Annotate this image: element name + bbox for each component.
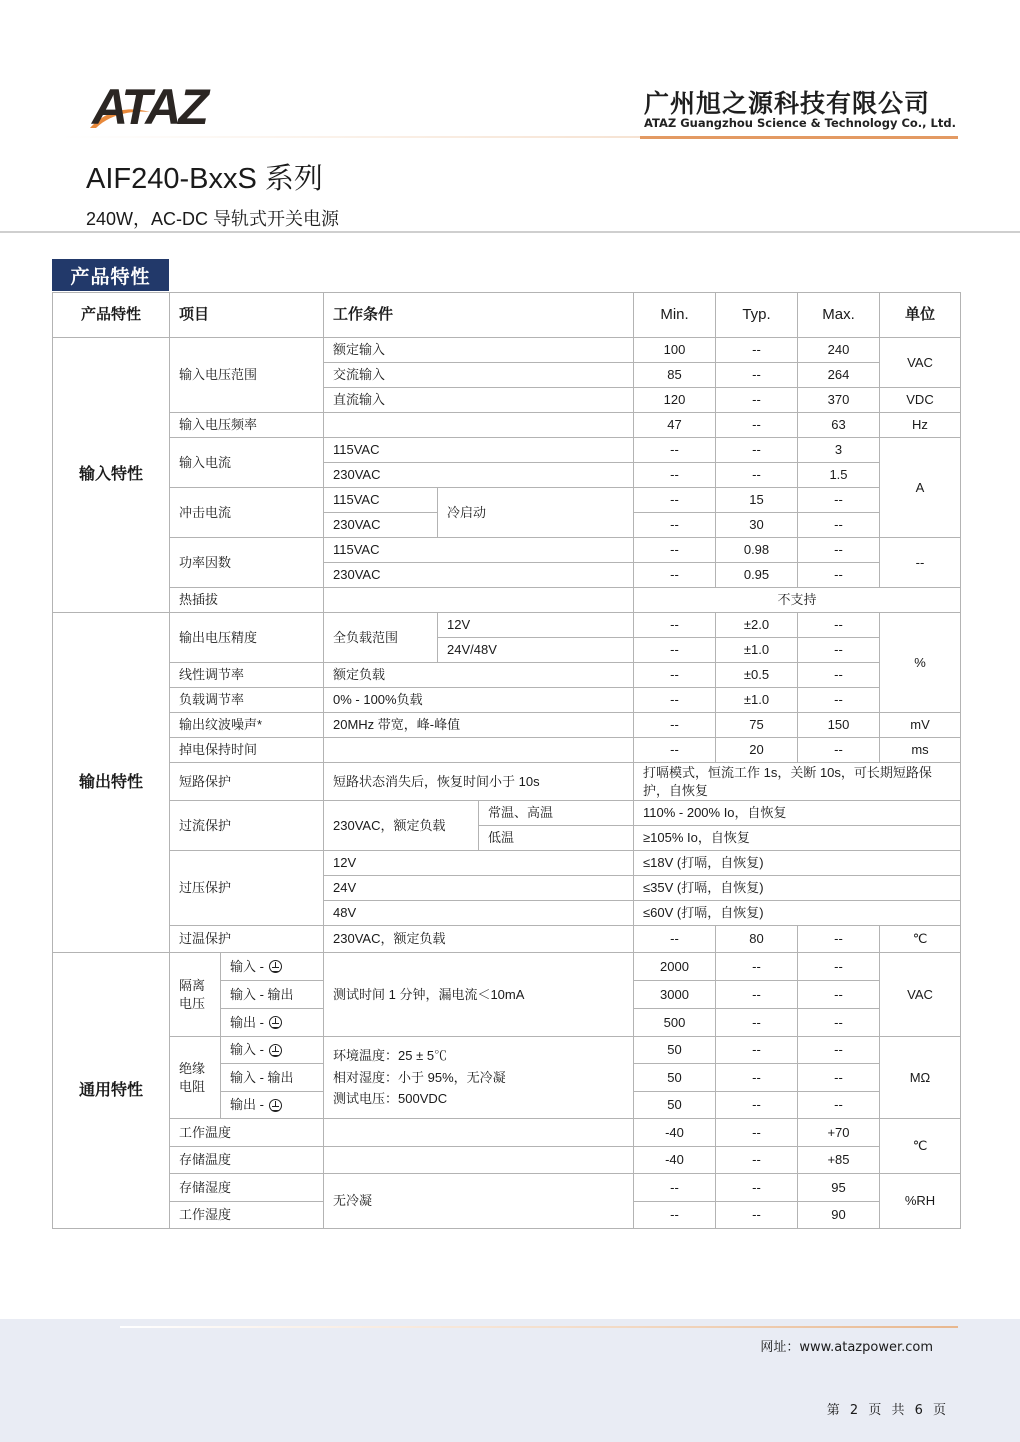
value-typ: ±0.5 — [715, 662, 798, 688]
cond-115vac: 115VAC — [323, 537, 634, 563]
cond-empty — [323, 737, 634, 763]
cond-relative-humidity: 相对湿度：小于 95%，无冷凝 — [333, 1069, 506, 1085]
value-min: -- — [633, 737, 716, 763]
item-storage-humidity: 存储湿度 — [169, 1173, 324, 1202]
value-typ: ±2.0 — [715, 612, 798, 638]
cond-230vac: 230VAC — [323, 462, 634, 488]
unit-rh: %RH — [879, 1173, 961, 1229]
unit-ms: ms — [879, 737, 961, 763]
value-typ: ±1.0 — [715, 637, 798, 663]
cond-bandwidth: 20MHz 带宽，峰-峰值 — [323, 712, 634, 738]
cond-load-range: 0% - 100%负载 — [323, 687, 634, 713]
cond-ac-input: 交流输入 — [323, 362, 634, 388]
company-name-cn: 广州旭之源科技有限公司 — [644, 89, 931, 118]
subcond-input-ground — [220, 952, 324, 981]
value-typ: 75 — [715, 712, 798, 738]
product-subtitle: 240W，AC-DC 导轨式开关电源 — [86, 209, 340, 229]
value-typ: -- — [715, 337, 798, 363]
value-min: -40 — [633, 1146, 716, 1174]
unit-celsius: ℃ — [879, 925, 961, 953]
value-max: -- — [797, 662, 880, 688]
value-typ: -- — [715, 462, 798, 488]
item-over-current: 过流保护 — [169, 800, 324, 851]
cond-empty — [323, 1118, 634, 1147]
value-min: 50 — [633, 1063, 716, 1092]
header-max: Max. — [797, 292, 880, 338]
footer-divider — [120, 1326, 958, 1328]
subcond-normal-high-temp: 常温、高温 — [478, 800, 634, 826]
header-condition: 工作条件 — [323, 292, 634, 338]
item-inrush-current: 冲击电流 — [169, 487, 324, 538]
cond-rated-input: 额定输入 — [323, 337, 634, 363]
value-max: -- — [797, 1091, 880, 1119]
item-over-temperature: 过温保护 — [169, 925, 324, 953]
cond-24v: 24V — [323, 875, 634, 901]
value-min: -- — [633, 687, 716, 713]
cond-non-condensing: 无冷凝 — [323, 1173, 634, 1229]
unit-hz: Hz — [879, 412, 961, 438]
value-typ: 80 — [715, 925, 798, 953]
cond-rated-load: 230VAC，额定负载 — [323, 925, 634, 953]
company-name-en: ATAZ Guangzhou Science & Technology Co., Ltd. — [644, 116, 956, 130]
header-min: Min. — [633, 292, 716, 338]
item-power-factor: 功率因数 — [169, 537, 324, 588]
category-general: 通用特性 — [52, 952, 170, 1229]
value-min: -- — [633, 925, 716, 953]
value-max: -- — [797, 512, 880, 538]
value-max: 90 — [797, 1201, 880, 1229]
value-min: 50 — [633, 1036, 716, 1064]
subcond-input-output: 输入 - 输出 — [220, 1063, 324, 1092]
cond-short-recovery: 短路状态消失后，恢复时间小于 10s — [323, 762, 634, 801]
value-typ: -- — [715, 1091, 798, 1119]
value-max: -- — [797, 612, 880, 638]
cond-full-load: 全负载范围 — [323, 612, 438, 663]
value-min: -- — [633, 537, 716, 563]
ground-icon — [269, 1099, 282, 1112]
header-category: 产品特性 — [52, 292, 170, 338]
value-max: 1.5 — [797, 462, 880, 488]
value-typ: -- — [715, 980, 798, 1009]
unit-vac: VAC — [879, 952, 961, 1037]
value-typ: 30 — [715, 512, 798, 538]
page-footer — [0, 1319, 1020, 1442]
subtitle-divider — [0, 231, 1020, 233]
value-typ: -- — [715, 1036, 798, 1064]
value-max: -- — [797, 980, 880, 1009]
section-tab-product-features: 产品特性 — [52, 259, 169, 291]
value-min: -- — [633, 437, 716, 463]
value-max: +70 — [797, 1118, 880, 1147]
value-min: 47 — [633, 412, 716, 438]
cond-rated-load: 230VAC，额定负载 — [323, 800, 479, 851]
value-ovp-48v: ≤60V (打嗝，自恢复) — [633, 900, 961, 926]
item-input-current: 输入电流 — [169, 437, 324, 488]
value-typ: 0.98 — [715, 537, 798, 563]
value-max: 264 — [797, 362, 880, 388]
category-output: 输出特性 — [52, 612, 170, 953]
unit-none: -- — [879, 537, 961, 588]
subcond-input-output: 输入 - 输出 — [220, 980, 324, 1009]
unit-vdc: VDC — [879, 387, 961, 413]
item-output-accuracy: 输出电压精度 — [169, 612, 324, 663]
subcond-24v-48v: 24V/48V — [437, 637, 634, 663]
value-max: 63 — [797, 412, 880, 438]
cond-230vac: 230VAC — [323, 562, 634, 588]
unit-vac: VAC — [879, 337, 961, 388]
value-min: -- — [633, 1173, 716, 1202]
value-min: -- — [633, 1201, 716, 1229]
item-hot-plug: 热插拔 — [169, 587, 324, 613]
value-min: -- — [633, 662, 716, 688]
value-min: -- — [633, 462, 716, 488]
item-ripple-noise: 输出纹波噪声* — [169, 712, 324, 738]
value-ovp-12v: ≤18V (打嗝，自恢复) — [633, 850, 961, 876]
cond-dc-input: 直流输入 — [323, 387, 634, 413]
value-max: -- — [797, 637, 880, 663]
item-storage-temp: 存储温度 — [169, 1146, 324, 1174]
value-hiccup-mode: 打嗝模式，恒流工作 1s，关断 10s，可长期短路保护，自恢复 — [633, 762, 961, 801]
item-line-regulation: 线性调节率 — [169, 662, 324, 688]
ground-icon — [269, 1016, 282, 1029]
subcond-label: 输入 - — [230, 958, 264, 974]
item-input-frequency: 输入电压频率 — [169, 412, 324, 438]
item-isolation-voltage: 隔离电压 — [169, 952, 221, 1037]
header-item: 项目 — [169, 292, 324, 338]
cond-115vac: 115VAC — [323, 487, 438, 513]
footer-website: 网址：www.atazpower.com — [760, 1340, 933, 1355]
value-max: 3 — [797, 437, 880, 463]
value-min: 50 — [633, 1091, 716, 1119]
value-min: 2000 — [633, 952, 716, 981]
subcond-label: 输出 - — [230, 1097, 264, 1113]
value-typ: -- — [715, 362, 798, 388]
value-typ: -- — [715, 1146, 798, 1174]
item-over-voltage: 过压保护 — [169, 850, 324, 926]
value-typ: ±1.0 — [715, 687, 798, 713]
subcond-output-ground — [220, 1008, 324, 1037]
unit-ampere: A — [879, 437, 961, 538]
value-min: -40 — [633, 1118, 716, 1147]
value-max: 150 — [797, 712, 880, 738]
item-load-regulation: 负载调节率 — [169, 687, 324, 713]
subcond-label: 输入 - — [230, 1042, 264, 1058]
subcond-input-ground — [220, 1036, 324, 1064]
value-max: 370 — [797, 387, 880, 413]
value-max: -- — [797, 687, 880, 713]
value-typ: -- — [715, 1201, 798, 1229]
ground-icon — [269, 1044, 282, 1057]
cond-empty — [323, 1146, 634, 1174]
value-min: -- — [633, 562, 716, 588]
header-typ: Typ. — [715, 292, 798, 338]
value-max: -- — [797, 487, 880, 513]
value-min: 120 — [633, 387, 716, 413]
subcond-output-ground — [220, 1091, 324, 1119]
value-max: -- — [797, 562, 880, 588]
value-typ: 15 — [715, 487, 798, 513]
page-number: 第 2 页 共 6 页 — [826, 1403, 949, 1418]
cond-empty — [323, 587, 634, 613]
cond-insulation-test — [323, 1036, 634, 1119]
logo-text: ATAZ — [92, 79, 206, 135]
value-max: 240 — [797, 337, 880, 363]
unit-mv: mV — [879, 712, 961, 738]
value-typ: -- — [715, 952, 798, 981]
value-min: -- — [633, 512, 716, 538]
unit-megaohm: MΩ — [879, 1036, 961, 1119]
cond-test-1min: 测试时间 1 分钟，漏电流＜10mA — [323, 952, 634, 1037]
cond-rated-load: 额定负载 — [323, 662, 634, 688]
unit-celsius: ℃ — [879, 1118, 961, 1174]
value-ocp-normal: 110% - 200% Io，自恢复 — [633, 800, 961, 826]
value-min: 100 — [633, 337, 716, 363]
value-typ: 20 — [715, 737, 798, 763]
value-min: -- — [633, 712, 716, 738]
value-max: -- — [797, 1008, 880, 1037]
item-insulation-resistance: 绝缘电阻 — [169, 1036, 221, 1119]
value-max: -- — [797, 737, 880, 763]
ground-icon — [269, 960, 282, 973]
cond-empty — [323, 412, 634, 438]
value-typ: -- — [715, 1173, 798, 1202]
value-typ: -- — [715, 1118, 798, 1147]
value-max: -- — [797, 1063, 880, 1092]
series-title: AIF240-BxxS 系列 — [86, 163, 323, 195]
cond-test-voltage: 测试电压：500VDC — [333, 1091, 448, 1107]
ataz-logo — [88, 79, 228, 135]
header-unit: 单位 — [879, 292, 961, 338]
value-typ: -- — [715, 1063, 798, 1092]
value-max: -- — [797, 952, 880, 981]
subcond-low-temp: 低温 — [478, 825, 634, 851]
value-typ: 0.95 — [715, 562, 798, 588]
cond-12v: 12V — [323, 850, 634, 876]
value-max: -- — [797, 537, 880, 563]
value-not-supported: 不支持 — [633, 587, 961, 613]
item-input-voltage-range: 输入电压范围 — [169, 337, 324, 413]
item-operating-temp: 工作温度 — [169, 1118, 324, 1147]
value-ocp-low: ≥105% Io，自恢复 — [633, 825, 961, 851]
subcond-label: 输出 - — [230, 1014, 264, 1030]
value-min: 3000 — [633, 980, 716, 1009]
cond-cold-start: 冷启动 — [437, 487, 634, 538]
header-accent-divider — [640, 136, 958, 139]
value-min: -- — [633, 637, 716, 663]
value-min: 500 — [633, 1008, 716, 1037]
value-min: -- — [633, 612, 716, 638]
value-typ: -- — [715, 437, 798, 463]
value-typ: -- — [715, 412, 798, 438]
value-min: -- — [633, 487, 716, 513]
value-typ: -- — [715, 1008, 798, 1037]
header-divider — [60, 136, 640, 138]
subcond-12v: 12V — [437, 612, 634, 638]
value-max: 95 — [797, 1173, 880, 1202]
value-typ: -- — [715, 387, 798, 413]
value-ovp-24v: ≤35V (打嗝，自恢复) — [633, 875, 961, 901]
category-input: 输入特性 — [52, 337, 170, 613]
item-short-circuit: 短路保护 — [169, 762, 324, 801]
cond-230vac: 230VAC — [323, 512, 438, 538]
cond-ambient-temp: 环境温度：25 ± 5℃ — [333, 1048, 448, 1064]
value-max: -- — [797, 925, 880, 953]
value-max: +85 — [797, 1146, 880, 1174]
unit-percent: % — [879, 612, 961, 713]
item-operating-humidity: 工作湿度 — [169, 1201, 324, 1229]
item-holdup-time: 掉电保持时间 — [169, 737, 324, 763]
cond-115vac: 115VAC — [323, 437, 634, 463]
cond-48v: 48V — [323, 900, 634, 926]
value-max: -- — [797, 1036, 880, 1064]
value-min: 85 — [633, 362, 716, 388]
